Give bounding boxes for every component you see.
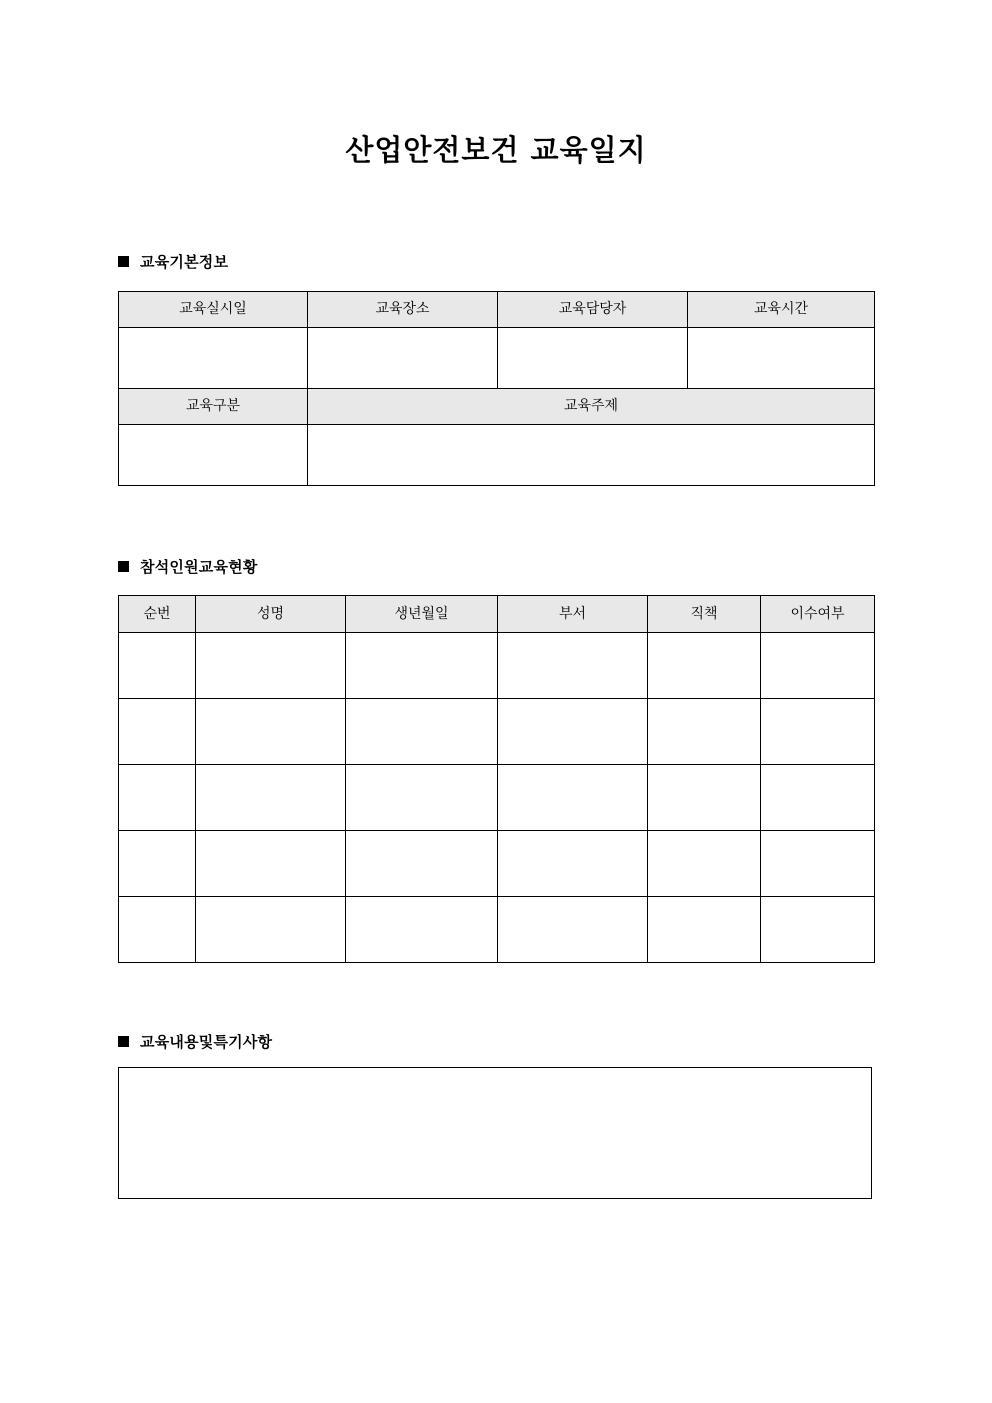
- column-header-name: 성명: [196, 596, 346, 633]
- column-header-no: 순번: [119, 596, 196, 633]
- table-row: [119, 831, 875, 897]
- cell-name[interactable]: [196, 765, 346, 831]
- basic-info-table: [118, 291, 875, 486]
- cell-birthdate[interactable]: [346, 765, 498, 831]
- cell-department[interactable]: [498, 633, 648, 699]
- cell-position[interactable]: [648, 897, 761, 963]
- cell-completion[interactable]: [761, 633, 875, 699]
- cell-birthdate[interactable]: [346, 897, 498, 963]
- table-row: [119, 389, 875, 425]
- field-training-topic[interactable]: [308, 425, 875, 486]
- filled-square-bullet-icon: [118, 256, 129, 267]
- column-header-department: 부서: [498, 596, 648, 633]
- filled-square-bullet-icon: [118, 561, 129, 572]
- cell-no[interactable]: [119, 765, 196, 831]
- cell-position[interactable]: [648, 699, 761, 765]
- cell-position[interactable]: [648, 765, 761, 831]
- table-row: [119, 596, 875, 633]
- cell-completion[interactable]: [761, 699, 875, 765]
- cell-position[interactable]: [648, 831, 761, 897]
- table-row: [119, 897, 875, 963]
- column-header-training-manager: 교육담당자: [498, 292, 688, 328]
- cell-birthdate[interactable]: [346, 633, 498, 699]
- table-row: [119, 633, 875, 699]
- field-training-manager[interactable]: [498, 328, 688, 389]
- cell-no[interactable]: [119, 699, 196, 765]
- cell-name[interactable]: [196, 897, 346, 963]
- column-header-training-hours: 교육시간: [688, 292, 875, 328]
- table-row: [119, 699, 875, 765]
- section-heading-content-notes: [118, 1031, 272, 1052]
- field-training-category[interactable]: [119, 425, 308, 486]
- content-notes-textarea[interactable]: [118, 1067, 872, 1199]
- field-training-date[interactable]: [119, 328, 308, 389]
- cell-department[interactable]: [498, 699, 648, 765]
- roster-table: [118, 595, 875, 963]
- cell-no[interactable]: [119, 633, 196, 699]
- cell-department[interactable]: [498, 897, 648, 963]
- column-header-training-category: 교육구분: [119, 389, 308, 425]
- cell-name[interactable]: [196, 633, 346, 699]
- page-title: 산업안전보건 교육일지: [345, 133, 647, 167]
- cell-name[interactable]: [196, 699, 346, 765]
- table-row: [119, 425, 875, 486]
- table-row: [119, 328, 875, 389]
- cell-no[interactable]: [119, 897, 196, 963]
- section-heading-basic-info: [118, 251, 228, 272]
- column-header-completion: 이수여부: [761, 596, 875, 633]
- table-row: [119, 292, 875, 328]
- cell-name[interactable]: [196, 831, 346, 897]
- cell-completion[interactable]: [761, 765, 875, 831]
- cell-completion[interactable]: [761, 831, 875, 897]
- cell-position[interactable]: [648, 633, 761, 699]
- column-header-training-topic: 교육주제: [308, 389, 875, 425]
- cell-no[interactable]: [119, 831, 196, 897]
- field-training-hours[interactable]: [688, 328, 875, 389]
- section-heading-roster: [118, 556, 258, 577]
- field-training-location[interactable]: [308, 328, 498, 389]
- column-header-training-date: 교육실시일: [119, 292, 308, 328]
- column-header-training-location: 교육장소: [308, 292, 498, 328]
- cell-completion[interactable]: [761, 897, 875, 963]
- section-heading-label: 참석인원교육현황: [140, 558, 258, 576]
- column-header-position: 직책: [648, 596, 761, 633]
- cell-birthdate[interactable]: [346, 831, 498, 897]
- table-row: [119, 765, 875, 831]
- cell-department[interactable]: [498, 831, 648, 897]
- cell-department[interactable]: [498, 765, 648, 831]
- section-heading-label: 교육기본정보: [140, 253, 229, 271]
- cell-birthdate[interactable]: [346, 699, 498, 765]
- column-header-birthdate: 생년월일: [346, 596, 498, 633]
- section-heading-label: 교육내용및특기사항: [140, 1033, 273, 1051]
- filled-square-bullet-icon: [118, 1036, 129, 1047]
